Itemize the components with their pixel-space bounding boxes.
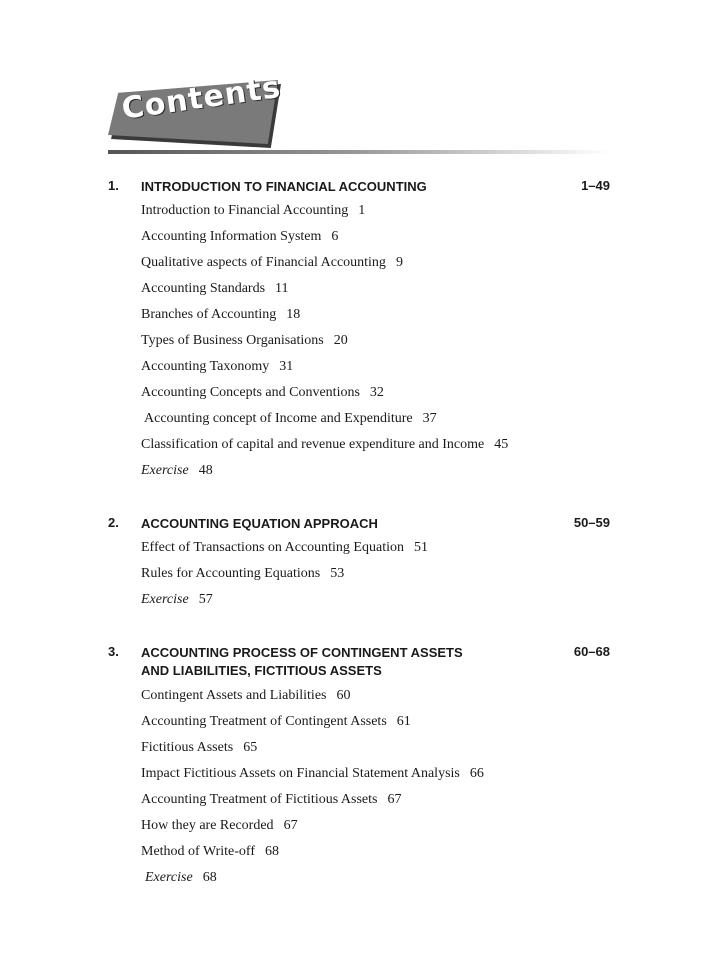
entry-page: 1 (358, 203, 366, 218)
entry-page: 45 (494, 437, 509, 452)
entry-text: Accounting Concepts and Conventions (141, 385, 360, 400)
entry-text: Qualitative aspects of Financial Accounting (141, 255, 386, 270)
entry-text: Accounting Standards (141, 281, 266, 296)
entry-text: Accounting Treatment of Fictitious Assets (141, 792, 378, 807)
chapter-2-number: 2. (108, 515, 119, 530)
toc-entry[interactable] (141, 566, 344, 582)
toc-entry[interactable] (141, 229, 338, 245)
entry-text: Branches of Accounting (141, 307, 277, 322)
entry-text: Exercise (141, 592, 189, 607)
entry-text: Classification of capital and revenue expenditure and Income (141, 437, 485, 452)
entry-text: Fictitious Assets (141, 740, 234, 755)
entry-page: 68 (265, 844, 280, 859)
chapter-3-title-line2: AND LIABILITIES, FICTITIOUS ASSETS (141, 663, 382, 678)
entry-text: Impact Fictitious Assets on Financial Statement Analysis (141, 766, 460, 781)
toc-entry[interactable] (141, 740, 257, 756)
toc-entry[interactable] (141, 766, 484, 782)
entry-text: Exercise (145, 870, 193, 885)
toc-entry[interactable] (141, 385, 384, 401)
chapter-2-title[interactable]: ACCOUNTING EQUATION APPROACH (141, 516, 378, 531)
toc-entry[interactable] (141, 203, 365, 219)
chapter-1-title[interactable]: INTRODUCTION TO FINANCIAL ACCOUNTING (141, 179, 427, 194)
entry-page: 66 (469, 766, 484, 781)
chapter-3-number: 3. (108, 644, 119, 659)
toc-entry[interactable] (141, 818, 298, 834)
chapter-2-pages: 50–59 (573, 515, 610, 530)
entry-text: Accounting concept of Income and Expenditure (144, 411, 413, 426)
entry-page: 57 (198, 592, 213, 607)
chapter-1-number: 1. (108, 178, 119, 193)
entry-page: 18 (286, 307, 301, 322)
toc-entry[interactable] (141, 540, 428, 556)
entry-page: 31 (279, 359, 294, 374)
entry-page: 37 (422, 411, 437, 426)
entry-text: Method of Write-off (141, 844, 256, 859)
entry-page: 51 (413, 540, 428, 555)
toc-entry[interactable] (141, 844, 279, 860)
toc-entry[interactable] (141, 463, 213, 479)
entry-text: How they are Recorded (141, 818, 274, 833)
toc-entry[interactable] (141, 333, 348, 349)
chapter-3-title-line1: ACCOUNTING PROCESS OF CONTINGENT ASSETS (141, 645, 463, 660)
chapter-1-pages: 1–49 (581, 178, 610, 193)
entry-page: 67 (283, 818, 298, 833)
entry-text: Introduction to Financial Accounting (141, 203, 349, 218)
entry-text: Types of Business Organisations (141, 333, 324, 348)
entry-page: 53 (330, 566, 345, 581)
contents-heading: Contents (119, 69, 284, 127)
entry-page: 6 (331, 229, 339, 244)
toc-entry[interactable] (141, 307, 300, 323)
toc-entry[interactable] (141, 255, 403, 271)
entry-text: Rules for Accounting Equations (141, 566, 321, 581)
chapter-3-title[interactable] (141, 644, 541, 680)
toc-entry[interactable] (145, 870, 217, 886)
entry-page: 60 (336, 688, 351, 703)
entry-text: Exercise (141, 463, 189, 478)
entry-text: Accounting Information System (141, 229, 322, 244)
entry-text: Effect of Transactions on Accounting Equation (141, 540, 404, 555)
entry-page: 11 (275, 281, 289, 296)
toc-entry[interactable] (141, 714, 411, 730)
entry-text: Contingent Assets and Liabilities (141, 688, 327, 703)
entry-page: 67 (387, 792, 402, 807)
toc-entry[interactable] (141, 592, 213, 608)
entry-page: 32 (369, 385, 384, 400)
entry-page: 65 (243, 740, 258, 755)
toc-entry[interactable] (141, 281, 289, 297)
entry-page: 48 (198, 463, 213, 478)
entry-page: 20 (333, 333, 348, 348)
entry-page: 68 (202, 870, 217, 885)
entry-text: Accounting Taxonomy (141, 359, 270, 374)
entry-page: 9 (395, 255, 403, 270)
toc-entry[interactable] (141, 359, 293, 375)
toc-entry[interactable] (141, 688, 351, 704)
toc-entry[interactable] (141, 792, 401, 808)
entry-text: Accounting Treatment of Contingent Assets (141, 714, 387, 729)
chapter-3-pages: 60–68 (573, 644, 610, 659)
toc-entry[interactable] (144, 411, 437, 427)
toc-entry[interactable] (141, 437, 508, 453)
entry-page: 61 (396, 714, 411, 729)
